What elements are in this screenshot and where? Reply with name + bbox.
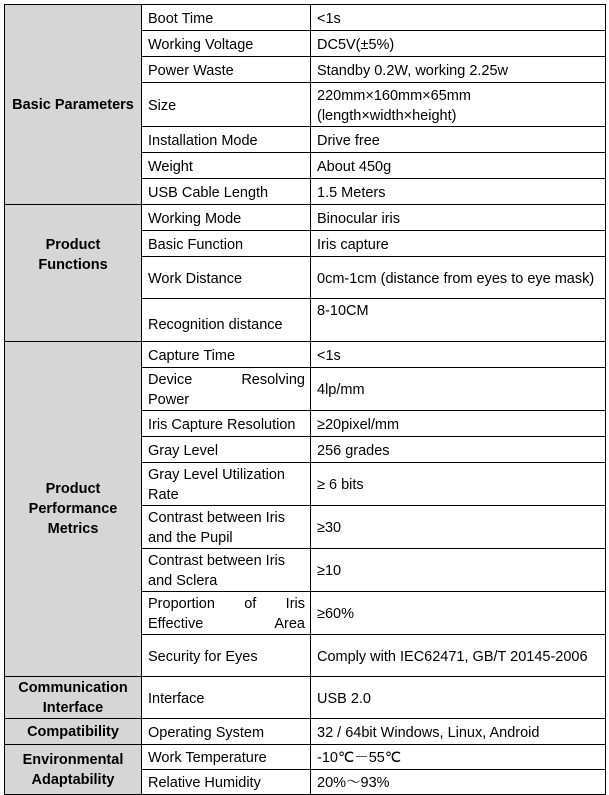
param-value: ≥10 <box>311 549 606 592</box>
param-value: -10℃－55℃ <box>311 745 606 770</box>
param-value: ≥60% <box>311 592 606 635</box>
param-value: 32 / 64bit Windows, Linux, Android <box>311 719 606 745</box>
param-value: USB 2.0 <box>311 677 606 719</box>
param-value: ≥30 <box>311 506 606 549</box>
param-name: Recognition distance <box>142 299 311 342</box>
param-name: Work Distance <box>142 257 311 299</box>
param-name: Device Resolving Power <box>142 368 311 411</box>
param-name: Gray Level Utilization Rate <box>142 463 311 506</box>
table-row <box>5 342 606 368</box>
param-value: Drive free <box>311 127 606 153</box>
param-name: Iris Capture Resolution <box>142 411 311 437</box>
param-name: Proportion of Iris Effective Area <box>142 592 311 635</box>
param-name: Size <box>142 83 311 127</box>
param-name: Gray Level <box>142 437 311 463</box>
param-value: 220mm×160mm×65mm (length×width×height) <box>311 83 606 127</box>
param-value: Iris capture <box>311 231 606 257</box>
param-name: Security for Eyes <box>142 635 311 677</box>
param-value: ≥ 6 bits <box>311 463 606 506</box>
param-value: 256 grades <box>311 437 606 463</box>
category-basic-parameters: Basic Parameters <box>5 5 142 205</box>
spec-table <box>4 4 606 795</box>
param-value: 4lp/mm <box>311 368 606 411</box>
param-name: Weight <box>142 153 311 179</box>
category-communication-interface: Communication Interface <box>5 677 142 719</box>
param-name: Boot Time <box>142 5 311 31</box>
param-name: USB Cable Length <box>142 179 311 205</box>
param-name: Contrast between Iris and Sclera <box>142 549 311 592</box>
table-row <box>5 677 606 719</box>
table-row <box>5 205 606 231</box>
param-value: <1s <box>311 5 606 31</box>
param-value: ≥20pixel/mm <box>311 411 606 437</box>
category-product-functions: Product Functions <box>5 205 142 342</box>
category-environmental-adaptability: Environmental Adaptability <box>5 745 142 795</box>
param-value: Comply with IEC62471, GB/T 20145-2006 <box>311 635 606 677</box>
param-value: 0cm-1cm (distance from eyes to eye mask) <box>311 257 606 299</box>
param-name: Interface <box>142 677 311 719</box>
table-row <box>5 719 606 745</box>
param-value: 20%～93% <box>311 770 606 795</box>
param-value: About 450g <box>311 153 606 179</box>
param-value: Standby 0.2W, working 2.25w <box>311 57 606 83</box>
param-name: Contrast between Iris and the Pupil <box>142 506 311 549</box>
param-name: Relative Humidity <box>142 770 311 795</box>
param-name: Installation Mode <box>142 127 311 153</box>
param-value: 1.5 Meters <box>311 179 606 205</box>
param-value: DC5V(±5%) <box>311 31 606 57</box>
param-name: Operating System <box>142 719 311 745</box>
table-row <box>5 745 606 770</box>
param-name: Working Mode <box>142 205 311 231</box>
param-name: Work Temperature <box>142 745 311 770</box>
param-name: Basic Function <box>142 231 311 257</box>
param-name: Working Voltage <box>142 31 311 57</box>
param-value: <1s <box>311 342 606 368</box>
param-name: Capture Time <box>142 342 311 368</box>
category-compatibility: Compatibility <box>5 719 142 745</box>
param-name: Power Waste <box>142 57 311 83</box>
category-product-performance-metrics: Product Performance Metrics <box>5 342 142 677</box>
param-value: Binocular iris <box>311 205 606 231</box>
table-row <box>5 5 606 31</box>
param-value: 8-10CM <box>311 299 606 342</box>
